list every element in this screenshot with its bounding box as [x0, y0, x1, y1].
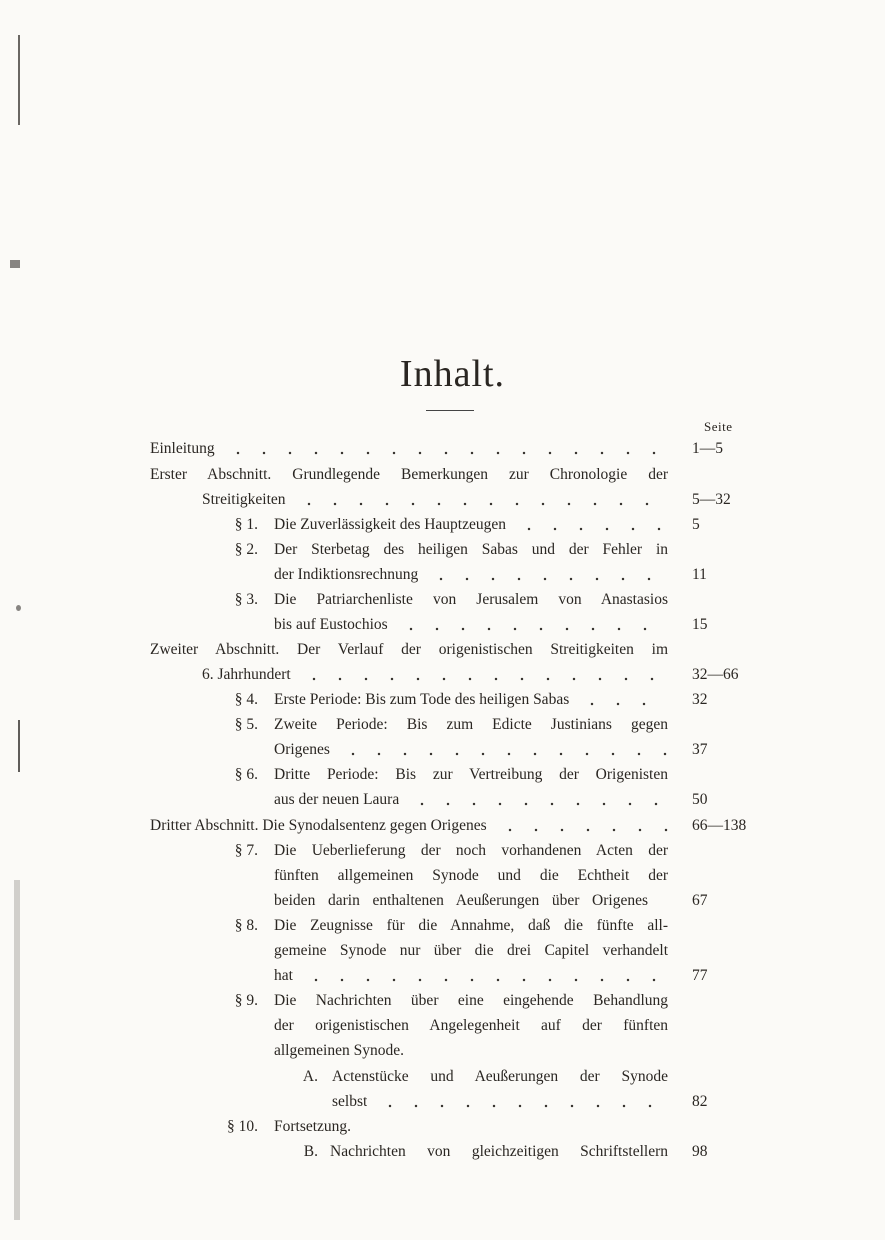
- toc-entry-text: Die Ueberlieferung der noch vorhandenen Acten der: [274, 842, 668, 859]
- toc-section-number: § 1.: [234, 516, 258, 533]
- toc-entry: [0, 564, 885, 586]
- toc-entry: [0, 514, 885, 536]
- toc-page-number: 5: [692, 516, 700, 533]
- toc-dot-leader: [398, 614, 668, 636]
- toc-page-number: 67: [692, 892, 708, 909]
- toc-entry-text: hat: [274, 967, 293, 984]
- toc-entry-text: Zweiter Abschnitt. Der Verlauf der origenistischen Streitigkeiten im: [150, 641, 668, 658]
- toc-section-number: § 7.: [234, 842, 258, 859]
- toc-section-number: § 10.: [227, 1118, 258, 1135]
- toc-entry-text: Dritte Periode: Bis zur Vertreibung der Origenisten: [274, 766, 668, 783]
- toc-entry-text: der Indiktionsrechnung: [274, 566, 419, 583]
- toc-entry: [0, 539, 885, 561]
- toc-dot-leader: [516, 514, 668, 536]
- toc-page-number: 32—66: [692, 666, 739, 683]
- toc-page-number: 32: [692, 691, 708, 708]
- toc-entry: [0, 940, 885, 962]
- toc-entry: [0, 815, 885, 837]
- toc-entry-text: Die Patriarchenliste von Jerusalem von Anastasios: [274, 591, 668, 608]
- toc-entry: [0, 464, 885, 486]
- toc-section-number: § 4.: [234, 691, 258, 708]
- toc-section-number: B.: [303, 1143, 318, 1160]
- toc-entry: [0, 438, 885, 460]
- toc-entry-text: Erster Abschnitt. Grundlegende Bemerkungen zur Chronologie der: [150, 466, 668, 483]
- toc-entry-text: 6. Jahrhundert: [202, 666, 291, 683]
- toc-dot-leader: [409, 789, 668, 811]
- toc-section-number: § 9.: [234, 992, 258, 1009]
- toc-entry: [0, 614, 885, 636]
- toc-entry: [0, 714, 885, 736]
- toc-entry: [0, 1091, 885, 1113]
- toc-entry: [0, 489, 885, 511]
- toc-entry: [0, 789, 885, 811]
- toc-page-number: 82: [692, 1093, 708, 1110]
- toc-entry-text: der origenistischen Angelegenheit auf der fünften: [274, 1017, 668, 1034]
- toc-entry: [0, 589, 885, 611]
- toc-page-number: 98: [692, 1143, 708, 1160]
- toc-entry-text: Origenes: [274, 741, 330, 758]
- page-title: Inhalt.: [399, 353, 506, 395]
- toc-entry-text: Fortsetzung.: [274, 1118, 352, 1135]
- toc-section-number: § 5.: [234, 716, 258, 733]
- toc-page-number: 11: [692, 566, 707, 583]
- toc-entry-text: bis auf Eustochios: [274, 616, 388, 633]
- toc-entry-text: aus der neuen Laura: [274, 791, 400, 808]
- toc-entry: [0, 1116, 885, 1138]
- toc-entry: [0, 689, 885, 711]
- toc-entry-text: Einleitung: [150, 440, 215, 457]
- toc-page-number: 77: [692, 967, 708, 984]
- title-divider: [426, 410, 474, 411]
- toc-dot-leader: [428, 564, 668, 586]
- toc-dot-leader: [225, 438, 668, 460]
- toc-entry: [0, 865, 885, 887]
- toc-dot-leader: [301, 664, 668, 686]
- toc-dot-leader: [497, 815, 668, 837]
- toc-entry: [0, 1066, 885, 1088]
- toc-entry: [0, 764, 885, 786]
- toc-entry-text: Die Zuverlässigkeit des Hauptzeugen: [274, 516, 506, 533]
- toc-entry: [0, 840, 885, 862]
- toc-page-number: 1—5: [692, 440, 723, 457]
- toc-entry: [0, 1141, 885, 1163]
- toc-page-number: 5—32: [692, 491, 731, 508]
- toc-entry: [0, 1040, 885, 1062]
- toc-entry-text: allgemeinen Synode.: [274, 1042, 404, 1059]
- scan-edge-mark: [18, 35, 20, 125]
- toc-dot-leader: [579, 689, 668, 711]
- toc-entry-text: Die Nachrichten über eine eingehende Behandlung: [274, 992, 668, 1009]
- toc-section-number: § 8.: [234, 917, 258, 934]
- toc-entry: [0, 990, 885, 1012]
- toc-entry-text: fünften allgemeinen Synode und die Echtheit der: [274, 867, 668, 884]
- toc-entry-text: Dritter Abschnitt. Die Synodalsentenz gegen Origenes: [150, 817, 487, 834]
- toc-dot-leader: [303, 965, 668, 987]
- toc-dot-leader: [340, 739, 668, 761]
- toc-entry-text: Die Zeugnisse für die Annahme, daß die fünfte all-: [274, 917, 668, 934]
- toc-entry: [0, 1015, 885, 1037]
- toc-entry-text: Nachrichten von gleichzeitigen Schriftstellern: [330, 1143, 668, 1160]
- toc-section-number: § 6.: [234, 766, 258, 783]
- toc-page-number: 37: [692, 741, 708, 758]
- toc-dot-leader: [377, 1091, 668, 1113]
- page-column-header: Seite: [704, 419, 733, 434]
- toc-page-number: 15: [692, 616, 708, 633]
- toc-entry: [0, 915, 885, 937]
- toc-section-number: § 3.: [234, 591, 258, 608]
- toc-entry: [0, 639, 885, 661]
- toc-entry-text: selbst: [332, 1093, 368, 1110]
- toc-page-number: 50: [692, 791, 708, 808]
- toc-entry: [0, 965, 885, 987]
- toc-entry-text: Erste Periode: Bis zum Tode des heiligen Sabas: [274, 691, 570, 708]
- toc-entry-text: gemeine Synode nur über die drei Capitel verhandelt: [274, 942, 668, 959]
- toc-entry-text: Actenstücke und Aeußerungen der Synode: [332, 1068, 668, 1085]
- toc-entry: [0, 664, 885, 686]
- toc-entry: [0, 890, 885, 912]
- toc-section-number: § 2.: [234, 541, 258, 558]
- toc-entry: [0, 739, 885, 761]
- toc-entry-text: beiden darin enthaltenen Aeußerungen über Origenes: [274, 892, 648, 909]
- toc-dot-leader: [296, 489, 668, 511]
- toc-page-number: 66—138: [692, 817, 747, 834]
- scan-edge-mark: [10, 260, 20, 268]
- toc-section-number: A.: [302, 1068, 318, 1085]
- toc-entry-text: Der Sterbetag des heiligen Sabas und der Fehler in: [274, 541, 668, 558]
- toc-entry-text: Streitigkeiten: [202, 491, 286, 508]
- toc-entry-text: Zweite Periode: Bis zum Edicte Justinians gegen: [274, 716, 668, 733]
